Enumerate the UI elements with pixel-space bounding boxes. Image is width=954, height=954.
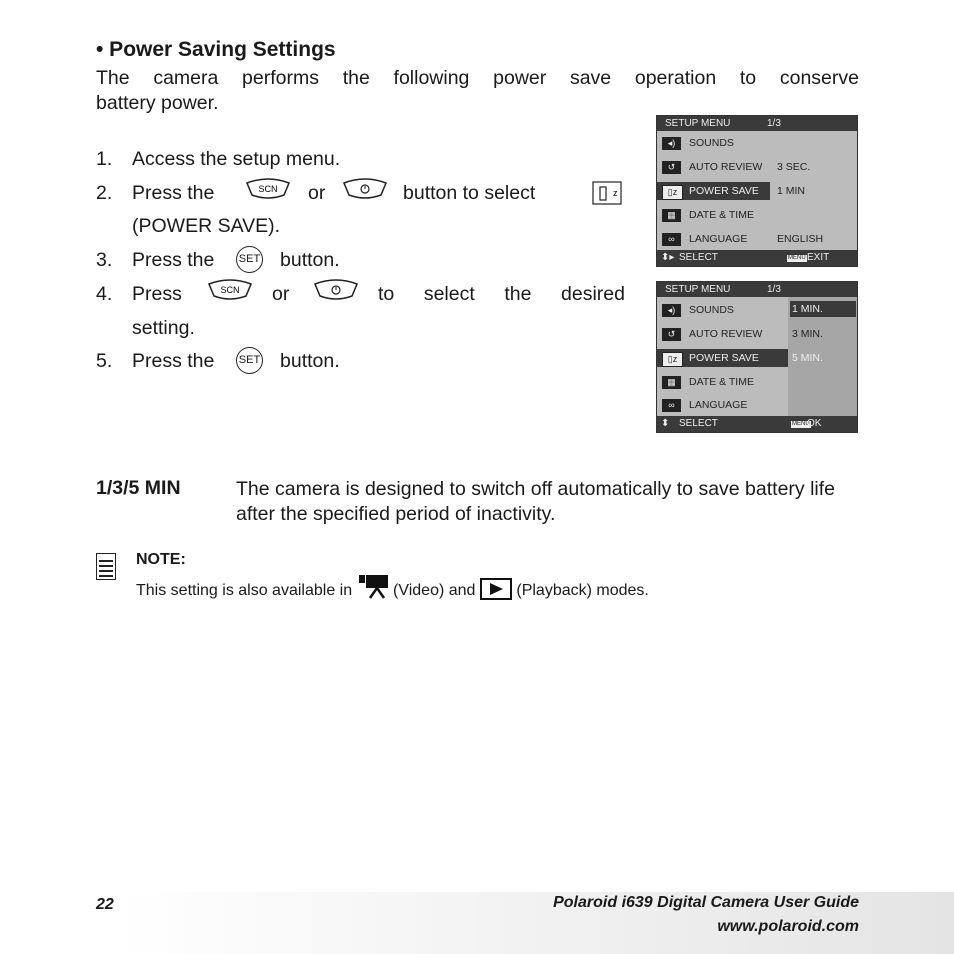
lcd-option-1-min: 1 MIN.: [790, 301, 856, 317]
lcd-footer: ⬍ SELECT MENU OK: [657, 416, 857, 432]
video-camera-icon: [357, 573, 389, 599]
self-timer-button-icon: [312, 278, 360, 302]
auto-review-icon: ↺: [662, 328, 681, 341]
speaker-icon: ◂): [662, 137, 681, 150]
lcd-option-5-min: 5 MIN.: [792, 352, 823, 364]
language-icon: ∞: [662, 233, 681, 246]
power-save-icon: ▯z: [662, 352, 683, 367]
svg-text:SCN: SCN: [258, 184, 278, 194]
svg-text:z: z: [613, 188, 618, 198]
lcd-row-date-time: ▦ DATE & TIME: [657, 373, 857, 391]
guide-title: Polaroid i639 Digital Camera User Guide: [553, 894, 859, 911]
page-number: 22: [96, 896, 114, 913]
set-button-icon: SET: [236, 347, 263, 374]
playback-icon: [480, 578, 512, 600]
lcd-row-auto-review: ↺ AUTO REVIEW 3 SEC.: [657, 158, 857, 176]
lcd-row-date-time: ▦ DATE & TIME: [657, 206, 857, 224]
auto-review-icon: ↺: [662, 161, 681, 174]
lcd-row-sounds: ◂) SOUNDS: [657, 134, 857, 152]
language-icon: ∞: [662, 399, 681, 412]
scn-button-icon: [244, 177, 292, 201]
calendar-icon: ▦: [662, 209, 681, 222]
intro-line-2: battery power.: [96, 92, 219, 114]
note-title: NOTE:: [136, 551, 186, 568]
note-body: This setting is also available in (Video) and (Playback) modes.: [136, 573, 649, 600]
guide-footer: [553, 891, 859, 939]
intro-text: [96, 66, 859, 116]
lcd-header: SETUP MENU 1/3: [657, 282, 857, 297]
updown-right-arrow-icon: ⬍▸: [661, 252, 675, 263]
scn-button-icon: [206, 278, 254, 302]
set-button-icon: SET: [236, 246, 263, 273]
lcd-setup-menu-1: [656, 115, 858, 267]
definition-body: The camera is designed to switch off automatically to save battery life after the specified period of inactivity.: [236, 478, 836, 525]
lcd-setup-menu-2: [656, 281, 858, 433]
calendar-icon: ▦: [662, 376, 681, 389]
intro-line-1: The camera performs the following power save operation to conserve: [96, 67, 859, 89]
lcd-header: SETUP MENU 1/3: [657, 116, 857, 131]
lcd-option-3-min: 3 MIN.: [792, 328, 823, 340]
website-link[interactable]: www.polaroid.com: [717, 918, 859, 935]
lcd-footer: ⬍▸ SELECT MENU EXIT: [657, 250, 857, 266]
lcd-row-sounds: ◂) SOUNDS: [657, 301, 857, 319]
lcd-row-language: ∞ LANGUAGE: [657, 396, 857, 414]
definition-term: 1/3/5 MIN: [96, 477, 181, 499]
self-timer-button-icon: [341, 177, 389, 201]
menu-badge-icon: MENU: [788, 255, 806, 261]
speaker-icon: ◂): [662, 304, 681, 317]
section-heading: • Power Saving Settings: [96, 38, 336, 61]
updown-arrow-icon: ⬍: [661, 418, 670, 429]
lcd-row-power-save: ▯z POWER SAVE: [657, 349, 857, 367]
power-save-icon: [592, 181, 622, 205]
power-save-icon: ▯z: [662, 185, 683, 200]
menu-badge-icon: MENU: [792, 421, 810, 427]
svg-text:SCN: SCN: [220, 285, 240, 295]
lcd-row-auto-review: ↺ AUTO REVIEW: [657, 325, 857, 343]
notepad-icon: [96, 553, 116, 580]
lcd-row-power-save: ▯z POWER SAVE 1 MIN: [657, 182, 857, 200]
lcd-row-language: ∞ LANGUAGE ENGLISH: [657, 230, 857, 248]
